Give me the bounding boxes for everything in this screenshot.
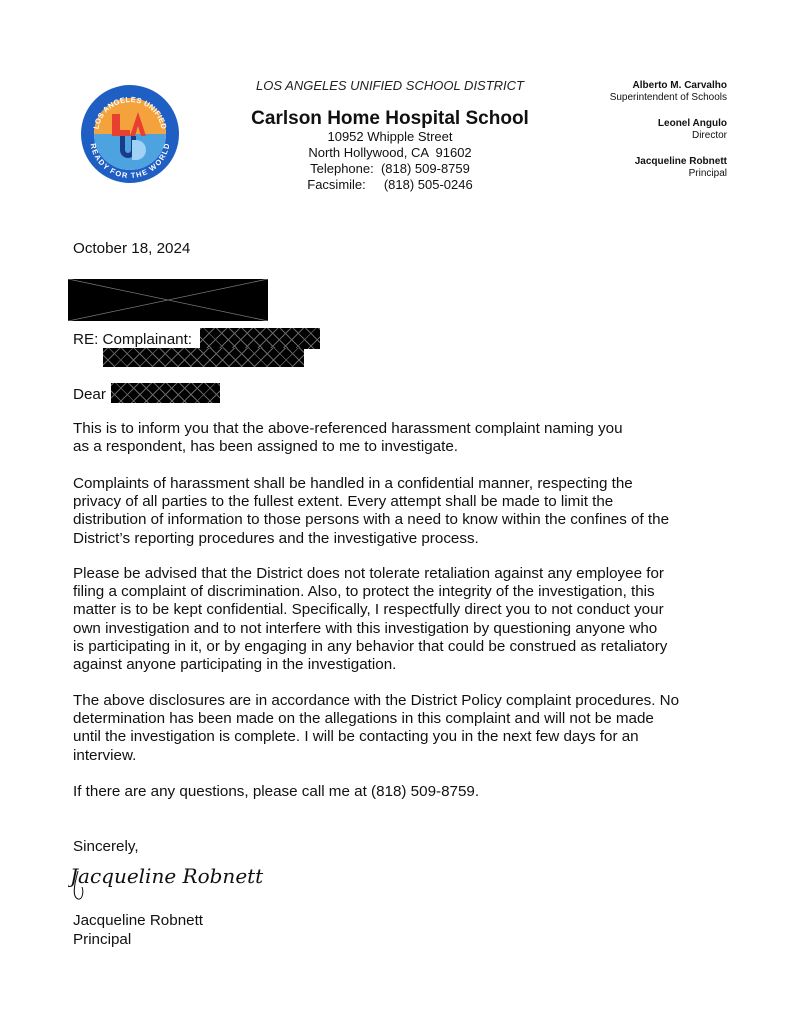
staff-title: Superintendent of Schools: [609, 92, 727, 103]
logo-text-top: LOS ANGELES UNIFIED: [91, 94, 169, 130]
staff-entry: [610, 156, 727, 180]
paragraph-line: is participating in it, or by engaging in any behavior that could be construed as retaliatory: [73, 637, 668, 655]
paragraph-line: filing a complaint of discrimination. Also, to protect the integrity of the investigation, this: [73, 583, 655, 601]
staff-entry: [610, 118, 727, 142]
paragraph-line: own investigation and to not interfere with this investigation by questioning anyone who: [73, 619, 658, 637]
handwritten-signature: [68, 857, 278, 903]
telephone-line: Telephone: (818) 509-8759: [310, 161, 470, 176]
redacted-recipient-name: [111, 383, 220, 403]
signer-title: Principal: [73, 931, 132, 948]
paragraph-line: as a respondent, has been assigned to me to investigate.: [73, 438, 459, 456]
lausd-logo: [80, 84, 180, 184]
salutation: Dear: [73, 386, 106, 403]
paragraph-line: against anyone participating in the investigation.: [73, 656, 397, 674]
school-name: Carlson Home Hospital School: [251, 108, 529, 129]
paragraph-1: [73, 420, 733, 456]
signature-text: Jacqueline Robnett: [70, 864, 264, 888]
paragraph-line: The above disclosures are in accordance with the District Policy complaint procedures. No: [73, 692, 680, 709]
district-name: LOS ANGELES UNIFIED SCHOOL DISTRICT: [256, 78, 524, 93]
paragraph-line: Please be advised that the District does not tolerate retaliation against any employee for: [73, 565, 664, 582]
paragraph-line: until the investigation is complete. I will be contacting you in the next few days for an: [73, 728, 639, 746]
staff-name: Leonel Angulo: [657, 118, 727, 129]
redacted-complainant-line-2: [103, 348, 304, 367]
staff-name: Jacqueline Robnett: [634, 156, 727, 167]
paragraph-line: This is to inform you that the above-referenced harassment complaint naming you: [73, 420, 623, 437]
staff-entry: [610, 80, 727, 104]
letter-date: October 18, 2024: [73, 240, 191, 257]
paragraph-2: [73, 475, 733, 548]
facsimile-line: Facsimile: (818) 505-0246: [307, 177, 473, 192]
logo-text-bottom: READY FOR THE WORLD: [88, 142, 172, 181]
paragraph-line: matter is to be kept confidential. Specifically, I respectfully direct you to not conduct your: [73, 601, 664, 619]
closing: Sincerely,: [73, 838, 139, 855]
paragraph-line: District’s reporting procedures and the investigative process.: [73, 529, 479, 547]
address-line: North Hollywood, CA 91602: [308, 145, 472, 160]
staff-title: Principal: [688, 168, 727, 179]
paragraph-line: interview.: [73, 746, 137, 764]
re-label: RE: Complainant:: [73, 331, 193, 348]
paragraph-5: [73, 783, 733, 801]
paragraph-line: distribution of information to those persons with a need to know within the confines of the: [73, 511, 670, 529]
school-address: [240, 129, 540, 193]
staff-list: [610, 80, 727, 194]
signer-name: Jacqueline Robnett: [73, 912, 204, 929]
paragraph-line: If there are any questions, please call me at (818) 509-8759.: [73, 783, 480, 800]
paragraph-line: privacy of all parties to the fullest extent. Every attempt shall be made to limit the: [73, 493, 614, 511]
paragraph-line: Complaints of harassment shall be handled in a confidential manner, respecting the: [73, 475, 633, 492]
paragraph-line: determination has been made on the allegations in this complaint and will not be made: [73, 710, 654, 728]
redacted-recipient: [68, 279, 268, 321]
staff-title: Director: [691, 130, 727, 141]
address-line: 10952 Whipple Street: [327, 129, 453, 144]
staff-name: Alberto M. Carvalho: [632, 80, 727, 91]
paragraph-3: [73, 565, 733, 674]
paragraph-4: [73, 692, 733, 765]
redacted-complainant-line-1: [200, 328, 320, 349]
